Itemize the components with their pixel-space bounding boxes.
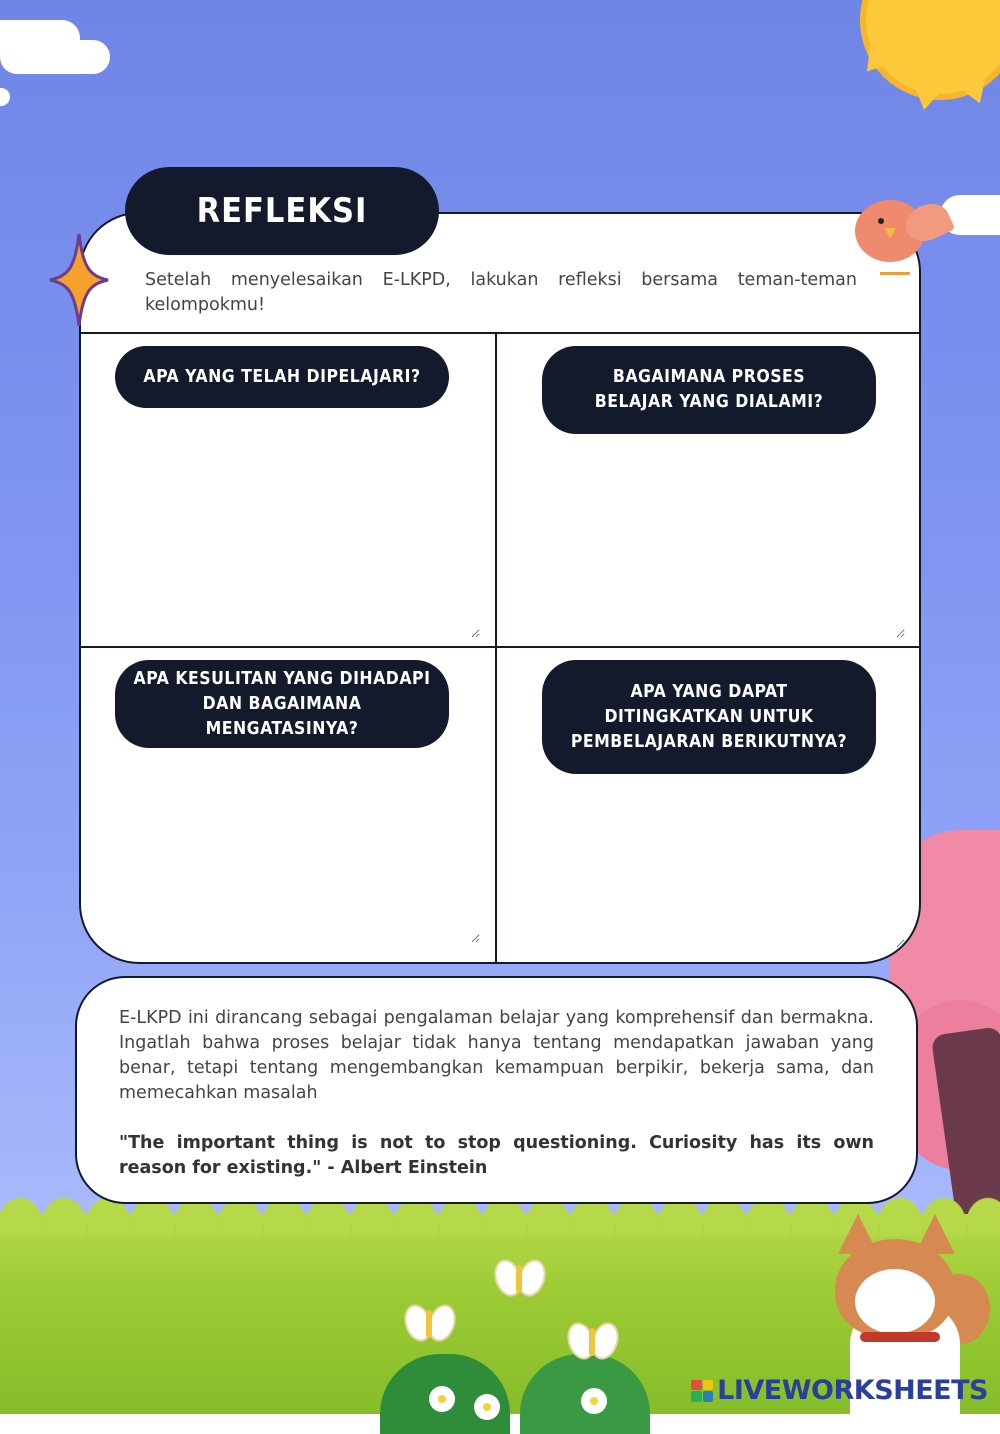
answer-difficulty-field[interactable] (101, 759, 480, 943)
butterfly-icon (568, 1318, 618, 1368)
bird-icon (850, 190, 950, 280)
question-improve: APA YANG DAPAT DITINGKATKAN UNTUK PEMBELAJARAN BERIKUTNYA? (542, 660, 876, 774)
question-difficulty: APA KESULITAN YANG DIHADAPI DAN BAGAIMANA MENGATASINYA? (115, 660, 449, 748)
page-title-text: REFLEKSI (196, 191, 368, 231)
sun-ray-icon (910, 86, 941, 113)
answer-process-field[interactable] (516, 444, 905, 638)
closing-paragraph: E-LKPD ini dirancang sebagai pengalaman belajar yang komprehensif dan bermakna. Ingatlah bahwa proses belajar tidak hanya tentang mendapatkan jawaban yang benar, tetapi tentang mengembangkan kemampuan berpikir, bekerja sama, dan memecahkan masalah (119, 1008, 874, 1103)
question-learned: APA YANG TELAH DIPELAJARI? (115, 346, 449, 408)
closing-card (75, 976, 918, 1204)
grid-divider (495, 332, 497, 962)
brand-text: LIVEWORKSHEETS (717, 1375, 988, 1406)
page-title (125, 167, 439, 255)
closing-quote: "The important thing is not to stop questioning. Curiosity has its own reason for existing." - Albert Einstein (119, 1133, 874, 1178)
butterfly-icon (405, 1300, 455, 1350)
butterfly-icon (495, 1255, 545, 1305)
question-process: BAGAIMANA PROSES BELAJAR YANG DIALAMI? (542, 346, 876, 434)
reflection-card (79, 212, 921, 964)
flower-icon (478, 1398, 496, 1416)
flower-icon (433, 1390, 451, 1408)
liveworksheets-logo-icon (691, 1380, 713, 1402)
answer-learned-field[interactable] (101, 419, 480, 638)
flower-icon (585, 1392, 603, 1410)
cloud-icon (0, 40, 110, 74)
grid-divider (81, 646, 919, 648)
sparkle-icon (48, 232, 110, 328)
grid-divider (81, 332, 919, 334)
intro-text: Setelah menyelesaikan E-LKPD, lakukan refleksi bersama teman-teman kelompokmu! (145, 270, 857, 315)
answer-improve-field[interactable] (516, 784, 905, 948)
liveworksheets-brand (691, 1375, 988, 1406)
